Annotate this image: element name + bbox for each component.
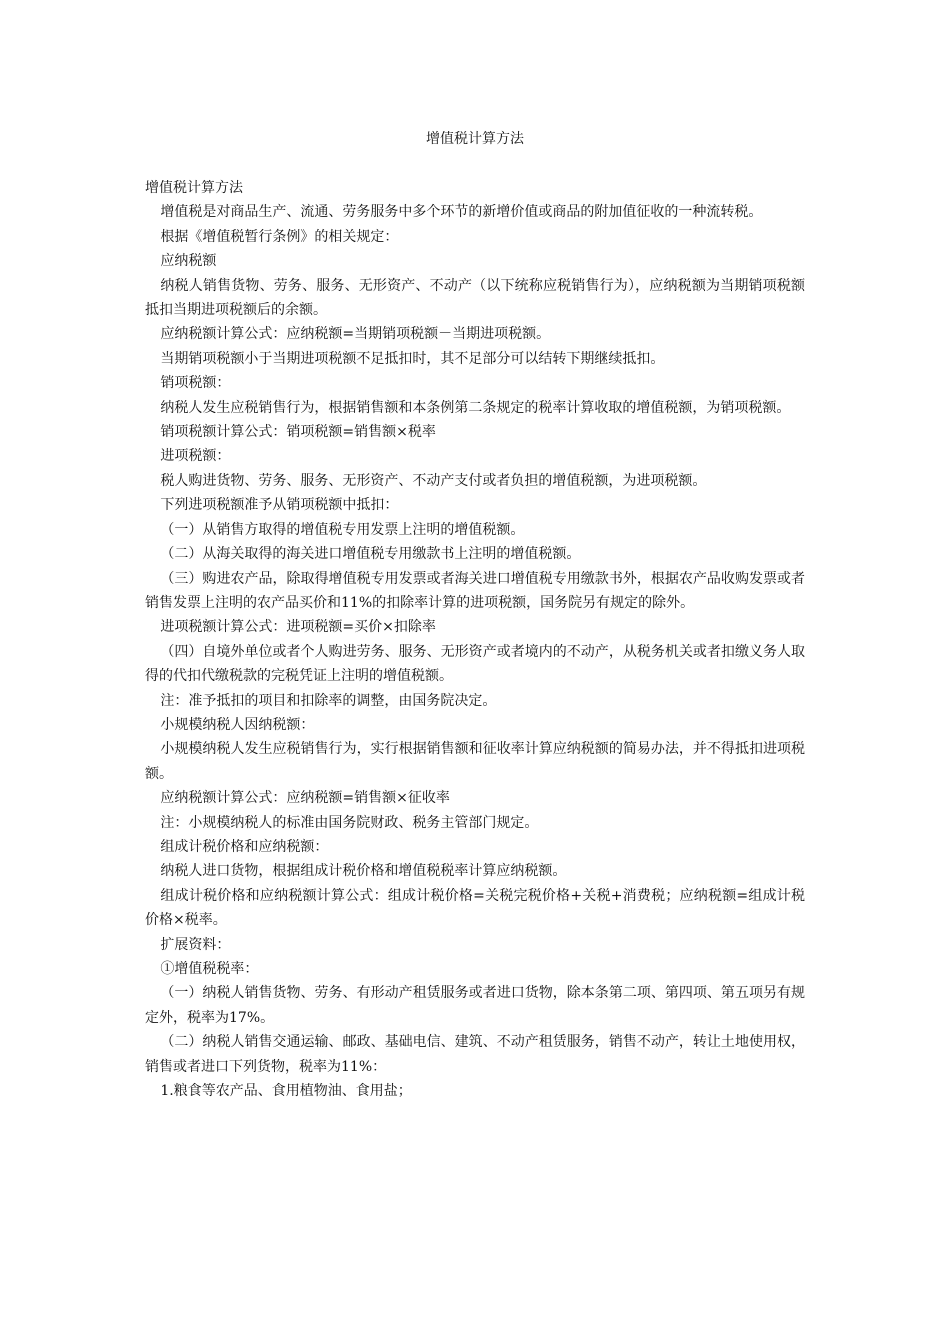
section-heading: 增值税计算方法	[145, 180, 243, 196]
paragraph: 小规模纳税人因纳税额：	[160, 716, 315, 733]
paragraph: 当期销项税额小于当期进项税额不足抵扣时，其不足部分可以结转下期继续抵扣。	[160, 350, 665, 367]
paragraph: 进项税额：	[160, 448, 231, 465]
paragraph: 纳税人销售货物、劳务、服务、无形资产、不动产（以下统称应税销售行为），应纳税额为当期销项税额抵扣当期进项税额后的余额。	[145, 277, 805, 319]
paragraph: 纳税人进口货物，根据组成计税价格和增值税税率计算应纳税额。	[160, 863, 567, 880]
paragraph: 销项税额计算公式：销项税额=销售额×税率	[160, 424, 436, 441]
paragraph: 纳税人发生应税销售行为，根据销售额和本条例第二条规定的税率计算收取的增值税额，为销项税额。	[160, 399, 791, 416]
paragraph: （三）购进农产品，除取得增值税专用发票或者海关进口增值税专用缴款书外，根据农产品收购发票或者销售发票上注明的农产品买价和11%的扣除率计算的进项税额，国务院另有规定的除外。	[145, 570, 805, 611]
paragraph: 应纳税额	[160, 253, 217, 270]
paragraph: 增值税是对商品生产、流通、劳务服务中多个环节的新增价值或商品的附加值征收的一种流转税。	[160, 204, 763, 221]
paragraph: 注：小规模纳税人的标准由国务院财政、税务主管部门规定。	[160, 814, 539, 831]
paragraph: （二）纳税人销售交通运输、邮政、基础电信、建筑、不动产租赁服务，销售不动产，转让土地使用权，销售或者进口下列货物，税率为11%：	[145, 1034, 805, 1075]
paragraph: 组成计税价格和应纳税额计算公式：组成计税价格=关税完税价格+关税+消费税；应纳税额=组成计税价格×税率。	[145, 887, 805, 929]
paragraph: 销项税额：	[160, 375, 231, 392]
paragraph: 根据《增值税暂行条例》的相关规定：	[160, 228, 399, 245]
document-title: 增值税计算方法	[426, 131, 524, 147]
paragraph: 1.粮食等农产品、食用植物油、食用盐；	[160, 1083, 412, 1100]
paragraph: 扩展资料：	[160, 936, 231, 953]
paragraph: 下列进项税额准予从销项税额中抵扣：	[160, 497, 399, 514]
paragraph: 税人购进货物、劳务、服务、无形资产、不动产支付或者负担的增值税额，为进项税额。	[160, 472, 707, 489]
paragraph: 应纳税额计算公式：应纳税额=当期销项税额－当期进项税额。	[160, 326, 551, 343]
paragraph: （一）纳税人销售货物、劳务、有形动产租赁服务或者进口货物，除本条第二项、第四项、第五项另有规定外，税率为17%。	[145, 985, 805, 1026]
paragraph: 注：准予抵扣的项目和扣除率的调整，由国务院决定。	[160, 692, 497, 709]
paragraph: （四）自境外单位或者个人购进劳务、服务、无形资产或者境内的不动产，从税务机关或者扣缴义务人取得的代扣代缴税款的完税凭证上注明的增值税额。	[145, 643, 805, 685]
document-body	[145, 176, 805, 1103]
paragraph: 进项税额计算公式：进项税额=买价×扣除率	[160, 619, 436, 636]
paragraph: 组成计税价格和应纳税额：	[160, 838, 329, 855]
paragraph: 应纳税额计算公式：应纳税额=销售额×征收率	[160, 790, 450, 807]
paragraph: （一）从销售方取得的增值税专用发票上注明的增值税额。	[160, 521, 525, 538]
paragraph: 小规模纳税人发生应税销售行为，实行根据销售额和征收率计算应纳税额的简易办法，并不得抵扣进项税额。	[145, 741, 805, 782]
paragraph: ①增值税税率：	[160, 961, 259, 977]
paragraph: （二）从海关取得的海关进口增值税专用缴款书上注明的增值税额。	[160, 546, 581, 563]
